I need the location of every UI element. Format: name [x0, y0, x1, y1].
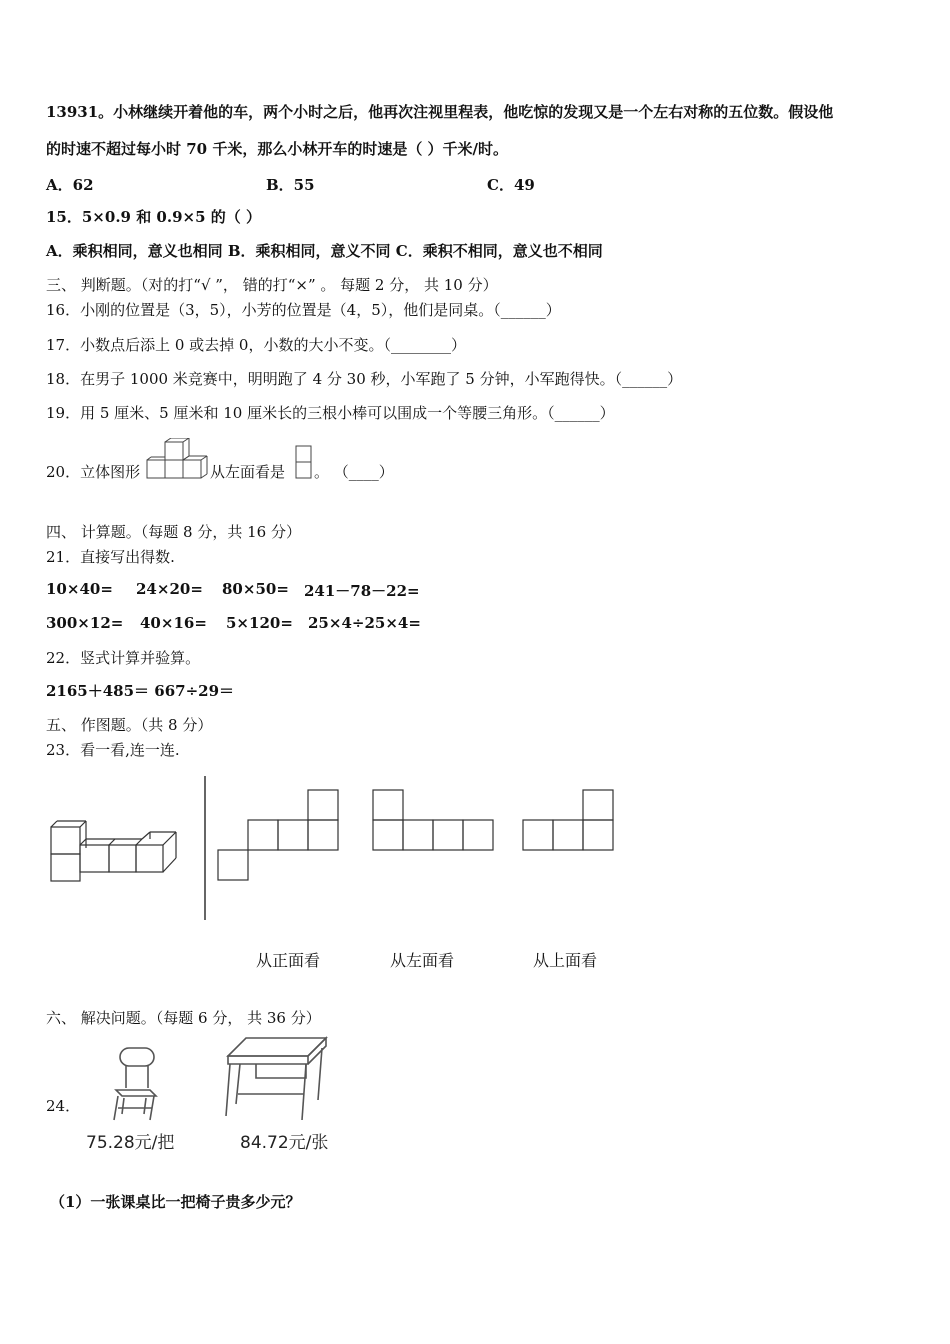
q20-text-b: 从左面看是 — [210, 463, 286, 481]
q23-view-l-left — [371, 788, 497, 854]
q14-line1: 13931。小林继续开着他的车，两个小时之后，他再次注视里程表，他吃惊的发现又是一个左右对称的五位数。假设他 — [46, 103, 834, 121]
q20-solid-figure — [145, 438, 211, 482]
calc-r2c4: 25×4÷25×4= — [308, 614, 421, 632]
q23-view-staircase — [216, 788, 342, 884]
q22: 22．竖式计算并验算。 — [46, 649, 201, 667]
section3-title: 三、 判断题。（对的打“√ ”， 错的打“×” 。 每题 2 分， 共 10 分） — [46, 276, 498, 294]
q14-option-c: C．49 — [487, 176, 535, 194]
calc-r1c2: 24×20= — [136, 580, 203, 598]
calc-r2c2: 40×16= — [140, 614, 207, 632]
q20-text-c: 。 （____） — [314, 463, 394, 481]
q15-options: A．乘积相同，意义也相同 B．乘积相同，意义不同 C．乘积不相同，意义也不相同 — [46, 242, 603, 260]
q20-left-view-figure — [294, 444, 314, 484]
q14-line2: 的时速不超过每小时 70 千米，那么小林开车的时速是（ ）千米/时。 — [46, 140, 509, 158]
calc-r2c3: 5×120= — [226, 614, 293, 632]
label-front-view: 从正面看 — [256, 951, 321, 970]
calc-r1c3: 80×50= — [222, 580, 289, 598]
label-top-view: 从上面看 — [533, 951, 598, 970]
q14-option-a: A．62 — [46, 176, 94, 194]
q23-divider — [200, 776, 210, 922]
desk-price: 84.72元/张 — [240, 1133, 329, 1153]
section4-title: 四、 计算题。（每题 8 分，共 16 分） — [46, 523, 301, 541]
section6-title: 六、 解决问题。（每题 6 分， 共 36 分） — [46, 1009, 321, 1027]
q18: 18．在男子 1000 米竞赛中，明明跑了 4 分 30 秒，小军跑了 5 分钟，小军跑得快。（______） — [46, 370, 683, 388]
q15-stem: 15．5×0.9 和 0.9×5 的（ ） — [46, 208, 261, 226]
label-left-view: 从左面看 — [390, 951, 455, 970]
q23-view-l-right — [521, 788, 617, 854]
q24-sub1: （1）一张课桌比一把椅子贵多少元？ — [50, 1193, 301, 1211]
q14-option-b: B．55 — [266, 176, 315, 194]
calc-r1c1: 10×40= — [46, 580, 113, 598]
q22-items: 2165＋485＝ 667÷29＝ — [46, 682, 235, 700]
section5-title: 五、 作图题。（共 8 分） — [46, 716, 213, 734]
chair-price: 75.28元/把 — [86, 1133, 175, 1153]
q24: 24． — [46, 1097, 81, 1115]
q16: 16．小刚的位置是（3，5），小芳的位置是（4，5），他们是同桌。（______） — [46, 301, 561, 319]
desk-image — [222, 1034, 332, 1124]
q20-text-a: 20．立体图形 — [46, 463, 141, 481]
calc-r2c1: 300×12= — [46, 614, 124, 632]
q17: 17．小数点后添上 0 或去掉 0，小数的大小不变。（________） — [46, 336, 466, 354]
q23-solid-figure — [46, 810, 186, 886]
calc-r1c4: 241－78－22= — [304, 582, 420, 600]
q21: 21．直接写出得数. — [46, 548, 175, 566]
q19: 19．用 5 厘米、5 厘米和 10 厘米长的三根小棒可以围成一个等腰三角形。（______） — [46, 404, 615, 422]
chair-image — [104, 1044, 164, 1124]
q23: 23．看一看,连一连. — [46, 741, 180, 759]
